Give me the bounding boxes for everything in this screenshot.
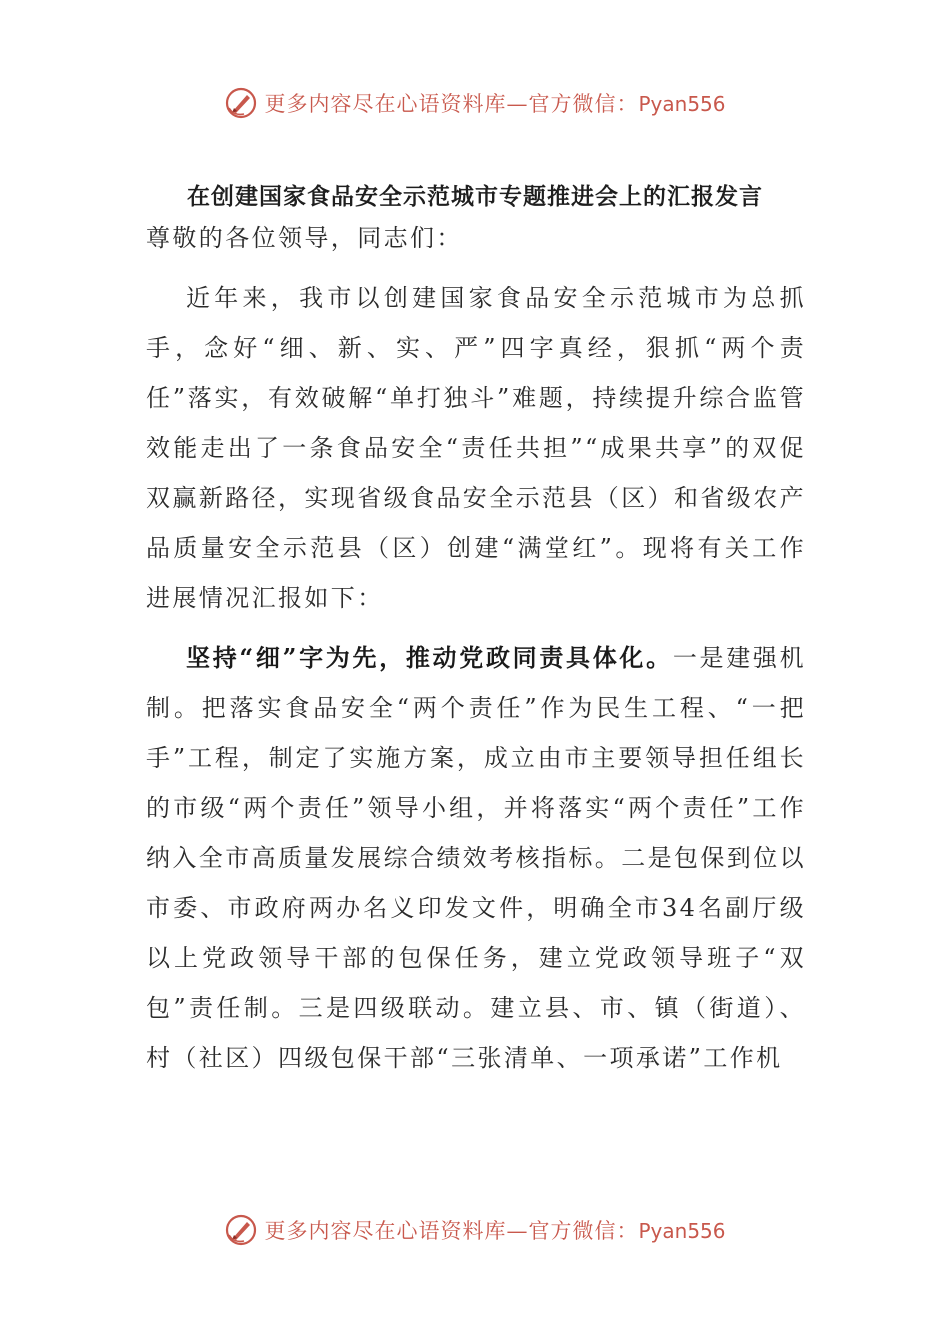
wechat-id: Pyan556 [638, 92, 726, 116]
document-body [146, 213, 806, 1083]
banner-text: 更多内容尽在心语资料库—官方微信：Pyan556 [264, 92, 726, 116]
wechat-id: Pyan556 [638, 1219, 726, 1243]
salutation: 尊敬的各位领导，同志们： [146, 224, 463, 252]
section-body: 一是建强机制。把落实食品安全“两个责任”作为民生工程、“一把手”工程，制定了实施方案，成立由市主要领导担任组长的市级“两个责任”领导小组，并将落实“两个责任”工作纳入全市高质量发展综合绩效考核指标。二是包保到位以市委、市政府两办名义印发文件，明确全市34名副厅级以上党政领导干部的包保任务，建立党政领导班子“双包”责任制。三是四级联动。建立县、市、镇（街道）、村（社区）四级包保干部“三张清单、一项承诺”工作机 [146, 644, 806, 1072]
intro-paragraph: 近年来，我市以创建国家食品安全示范城市为总抓手，念好“细、新、实、严”四字真经，狠抓“两个责任”落实，有效破解“单打独斗”难题，持续提升综合监管效能走出了一条食品安全“责任共担”“成果共享”的双促双赢新路径，实现省级食品安全示范县（区）和省级农产品质量安全示范县（区）创建“满堂红”。现将有关工作进展情况汇报如下： [146, 284, 806, 612]
section-paragraph [146, 633, 806, 1083]
section-heading: 坚持“细”字为先，推动党政同责具体化。 [186, 643, 673, 672]
pen-logo-icon [224, 1213, 258, 1247]
document-title: 在创建国家食品安全示范城市专题推进会上的汇报发言 [187, 183, 763, 210]
header-banner [0, 83, 950, 123]
footer-banner [0, 1210, 950, 1250]
banner-text: 更多内容尽在心语资料库—官方微信：Pyan556 [264, 1219, 726, 1243]
pen-logo-icon [224, 86, 258, 120]
